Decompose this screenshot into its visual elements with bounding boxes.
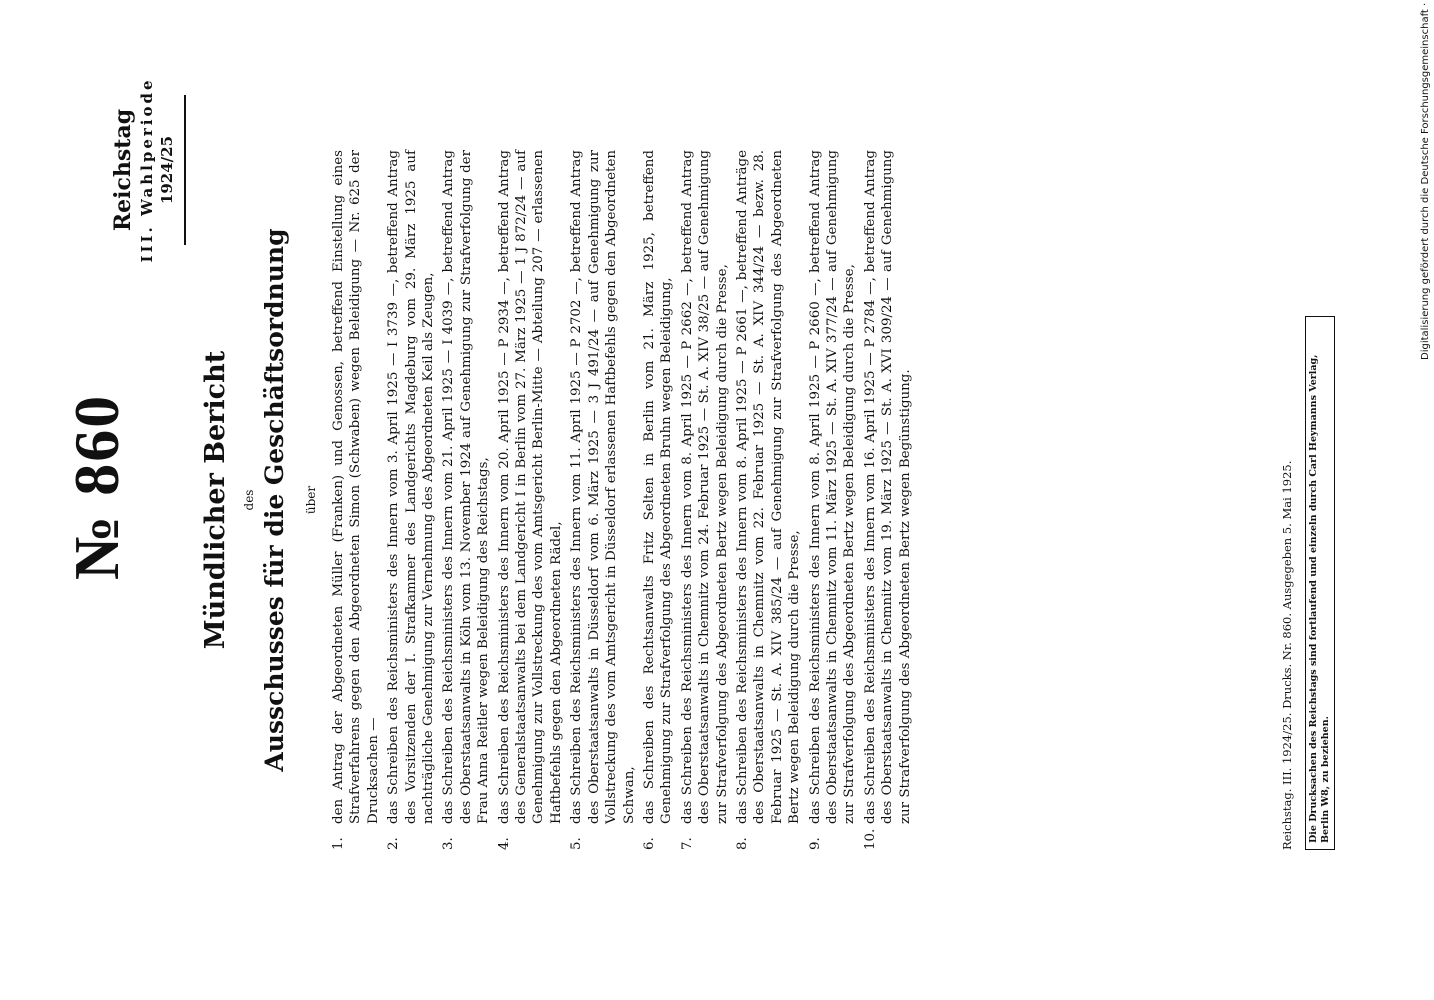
item-text: das Schreiben des Reichsministers des Innern vom 16. April 1925 — P 2784 —, betreffend Antrag des Oberstaatsanwalts in Chemnitz vom 19. März 1925 — St. A. XVI 309/24 — auf Genehmigung zur Strafverfolgung des Abgeordneten Bertz wegen Begünstigung.: [862, 150, 913, 824]
page-title: Mündlicher Bericht: [200, 350, 231, 650]
item-text: das Schreiben des Rechtsanwalts Fritz Selten in Berlin vom 21. März 1925, betreffend Genehmigung zur Strafverfolgung des Abgeordneten Bruhn wegen Beleidigung,: [641, 150, 675, 824]
item-text: das Schreiben des Reichsministers des Innern vom 21. April 1925 — I 4039 —, betreffend Antrag des Oberstaatsanwalts in Köln vom 13. November 1924 auf Genehmigung zur Strafverfolgung der Frau Anna Reitler wegen Beleidigung des Reichstags,: [441, 150, 492, 824]
item-number: 1.: [331, 837, 346, 850]
item-text: das Schreiben des Reichsministers des Innern vom 8. April 1925 — P 2662 —, betreffend Antrag des Oberstaatsanwalts in Chemnitz vom 24. Februar 1925 — St. A. XIV 38/25 — auf Genehmigung zur Strafverfolgung des Abgeordneten Bertz wegen Beleidigung durch die Presse,: [679, 150, 730, 824]
des-word: des: [242, 489, 256, 511]
item-text: das Schreiben des Reichsministers des Innern vom 8. April 1925 — P 2660 —, betreffend Antrag des Oberstaatsanwalts in Chemnitz vom 11. März 1925 — St. A. XIV 377/24 — auf Genehmigung zur Strafverfolgung des Abgeordneten Bertz wegen Beleidigung durch die Presse,: [807, 150, 858, 824]
reichstag-label: Reichstag: [110, 108, 136, 232]
item-text: das Schreiben des Reichsministers des Innern vom 8. April 1925 — P 2661 —, betreffend Anträge des Oberstaatsanwalts in Chemnitz vom 22. Februar 1925 — St. A. XIV 344/24 — bezw. 28. Februar 1925 — St. A. XIV 385/24 — auf Genehmigung zur Strafverfolgung des Abgeordneten Bertz wegen Beleidigung durch die Presse,: [734, 150, 803, 824]
footer-line: Reichstag. III. 1924/25. Drucks. Nr. 860. Ausgegeben 5. Mai 1925.: [1280, 460, 1294, 850]
list-item: [734, 150, 804, 850]
list-item: [385, 150, 437, 850]
item-number: 2.: [386, 837, 402, 850]
item-number: 3.: [441, 837, 457, 850]
item-number: 10.: [862, 828, 878, 850]
item-text: das Schreiben des Reichsministers des Innern vom 3. April 1925 — I 3739 —, betreffend Antrag des Vorsitzenden der I. Strafkammer des Landgerichts Magdeburg vom 29. März 1925 auf nachträgliche Genehmigung zur Vernehmung des Abgeordneten Keil als Zeugen,: [386, 150, 437, 824]
item-number: 9.: [807, 837, 823, 850]
list-item: [679, 150, 731, 850]
item-number: 5.: [569, 837, 585, 850]
item-text: das Schreiben des Reichsministers des Innern vom 20. April 1925 — P 2934 —, betreffend Antrag des Generalstaatsanwalts bei dem Landgericht I in Berlin vom 27. März 1925 — 1 J 872/24 — auf Genehmigung zur Vollstreckung des vom Amtsgericht Berlin-Mitte — Abteilung 207 — erlassenen Haftbefehls gegen den Abgeordneten Rädel,: [496, 150, 564, 824]
list-item: [496, 150, 566, 850]
digitization-text: Digitalisierung gefördert durch die Deutsche Forschungsgemeinschaft ·: [1420, 2, 1431, 360]
item-number: 6.: [641, 837, 657, 850]
item-number: 8.: [734, 837, 750, 850]
item-number: 7.: [679, 837, 695, 850]
list-item: [862, 150, 914, 850]
digitization-note: [1420, 0, 1431, 360]
reichstag-header: [110, 20, 186, 320]
item-text: das Schreiben des Reichsministers des Innern vom 11. April 1925 — P 2702 —, betreffend Antrag des Oberstaatsanwalts in Düsseldorf vom 6. März 1925 — 3 J 491/24 — auf Genehmigung zur Vollstreckung des vom Amtsgericht in Düsseldorf erlassenen Haftbefehls gegen den Abgeordneten Schwan,: [569, 150, 637, 824]
item-list: [330, 150, 917, 850]
list-item: [641, 150, 676, 850]
document-number: № 860: [61, 393, 132, 580]
item-text: den Antrag der Abgeordneten Müller (Franken) und Genossen, betreffend Einstellung eines Strafverfahrens gegen den Abgeordneten Simon (Schwaben) wegen Beleidigung — Nr. 625 der Drucksachen —: [331, 150, 381, 824]
ueber-word: über: [304, 485, 318, 515]
footer-box: Die Drucksachen des Reichstags sind fortlaufend und einzeln durch Carl Heymanns Verlag, Berlin W8, zu beziehen.: [1305, 316, 1335, 850]
list-item: [807, 150, 859, 850]
years-label: 1924/25: [158, 135, 176, 205]
period-label: III. Wahlperiode: [138, 77, 156, 263]
list-item: [440, 150, 492, 850]
header-rule: [184, 95, 186, 245]
item-number: 4.: [496, 837, 512, 850]
list-item: [330, 150, 382, 850]
page-subtitle: Ausschusses für die Geschäftsordnung: [260, 228, 289, 772]
list-item: [568, 150, 638, 850]
